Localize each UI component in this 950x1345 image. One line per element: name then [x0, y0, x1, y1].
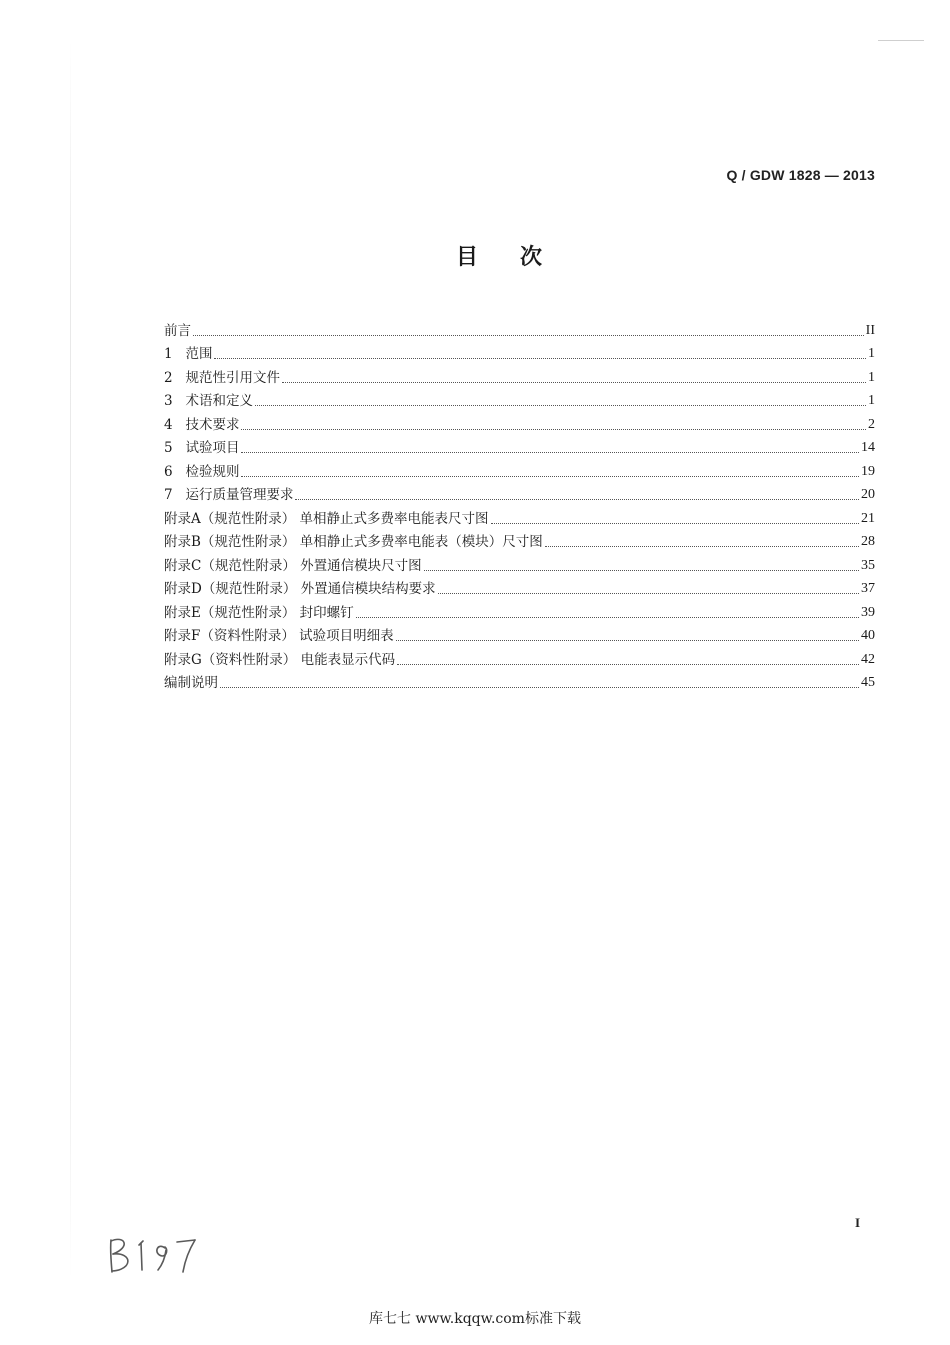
toc-leader-dots: [255, 405, 866, 406]
toc-entry[interactable]: [164, 410, 875, 434]
toc-entry-page: 1: [868, 346, 875, 361]
handwriting-b197-icon: [105, 1230, 205, 1278]
toc-entry[interactable]: [164, 457, 875, 481]
toc-entry-page: 1: [868, 393, 875, 408]
toc-entry[interactable]: [164, 481, 875, 505]
toc-entry[interactable]: [164, 575, 875, 599]
toc-leader-dots: [282, 382, 866, 383]
toc-entry-page: 40: [861, 628, 875, 643]
toc-entry-label: 附录A（规范性附录） 单相静止式多费率电能表尺寸图: [164, 510, 489, 527]
toc-entry[interactable]: [164, 363, 875, 387]
toc-entry-page: 45: [861, 675, 875, 690]
toc-leader-dots: [356, 617, 859, 618]
toc-entry-label: 6 检验规则: [164, 463, 240, 480]
page-number: I: [854, 1215, 860, 1230]
toc-leader-dots: [241, 452, 859, 453]
toc-entry-page: 1: [868, 369, 875, 385]
toc-entry-label: 附录F（资料性附录） 试验项目明细表: [164, 628, 394, 644]
toc-entry[interactable]: [164, 387, 875, 411]
toc-entry-label: 附录E（规范性附录） 封印螺钉: [164, 604, 354, 621]
scan-edge-top: [878, 40, 924, 41]
table-of-contents: [164, 316, 875, 692]
toc-entry-page: II: [865, 322, 875, 338]
toc-entry-page: 2: [868, 416, 875, 432]
toc-leader-dots: [491, 523, 859, 524]
toc-entry-page: 39: [861, 604, 875, 620]
toc-entry-page: 42: [861, 651, 875, 667]
toc-entry-label: 附录B（规范性附录） 单相静止式多费率电能表（模块）尺寸图: [164, 534, 543, 550]
toc-entry-label: 编制说明: [164, 675, 218, 691]
toc-leader-dots: [438, 593, 859, 594]
toc-entry[interactable]: [164, 434, 875, 458]
handwritten-annotation: [105, 1230, 205, 1282]
toc-entry-label: 前言: [164, 322, 191, 339]
toc-entry-label: 附录C（规范性附录） 外置通信模块尺寸图: [164, 557, 422, 574]
toc-entry-label: 附录D（规范性附录） 外置通信模块结构要求: [164, 581, 436, 597]
toc-entry-page: 20: [861, 487, 875, 502]
toc-entry[interactable]: [164, 504, 875, 528]
toc-entry-label: 3 术语和定义: [164, 393, 253, 409]
toc-leader-dots: [396, 640, 859, 641]
toc-title: 目次: [455, 245, 584, 270]
toc-entry[interactable]: [164, 669, 875, 693]
toc-entry[interactable]: [164, 622, 875, 646]
toc-entry-page: 19: [861, 463, 875, 479]
toc-entry-page: 21: [861, 510, 875, 526]
toc-entry-page: 37: [861, 581, 875, 596]
toc-leader-dots: [424, 570, 859, 571]
toc-entry-label: 7 运行质量管理要求: [164, 487, 294, 503]
toc-entry[interactable]: [164, 316, 875, 340]
toc-entry[interactable]: [164, 340, 875, 364]
toc-entry[interactable]: [164, 645, 875, 669]
toc-leader-dots: [193, 335, 864, 336]
toc-entry-page: 35: [861, 557, 875, 573]
toc-entry-label: 1 范围: [164, 346, 213, 362]
scan-edge-left: [70, 40, 71, 1280]
toc-entry-page: 28: [861, 534, 875, 549]
toc-entry-label: 2 规范性引用文件: [164, 369, 280, 386]
toc-leader-dots: [220, 687, 859, 688]
toc-leader-dots: [397, 664, 859, 665]
toc-entry-label: 附录G（资料性附录） 电能表显示代码: [164, 651, 396, 668]
toc-entry[interactable]: [164, 528, 875, 552]
toc-entry[interactable]: [164, 598, 875, 622]
toc-leader-dots: [295, 499, 859, 500]
toc-leader-dots: [241, 429, 866, 430]
toc-leader-dots: [241, 476, 859, 477]
toc-entry[interactable]: [164, 551, 875, 575]
toc-leader-dots: [545, 546, 859, 547]
toc-entry-label: 5 试验项目: [164, 440, 240, 456]
footer-watermark: 库七七 www.kqqw.com标准下载: [369, 1311, 581, 1327]
document-code: Q / GDW 1828 — 2013: [726, 167, 875, 183]
toc-entry-page: 14: [861, 440, 875, 455]
toc-leader-dots: [214, 358, 866, 359]
toc-entry-label: 4 技术要求: [164, 416, 240, 433]
